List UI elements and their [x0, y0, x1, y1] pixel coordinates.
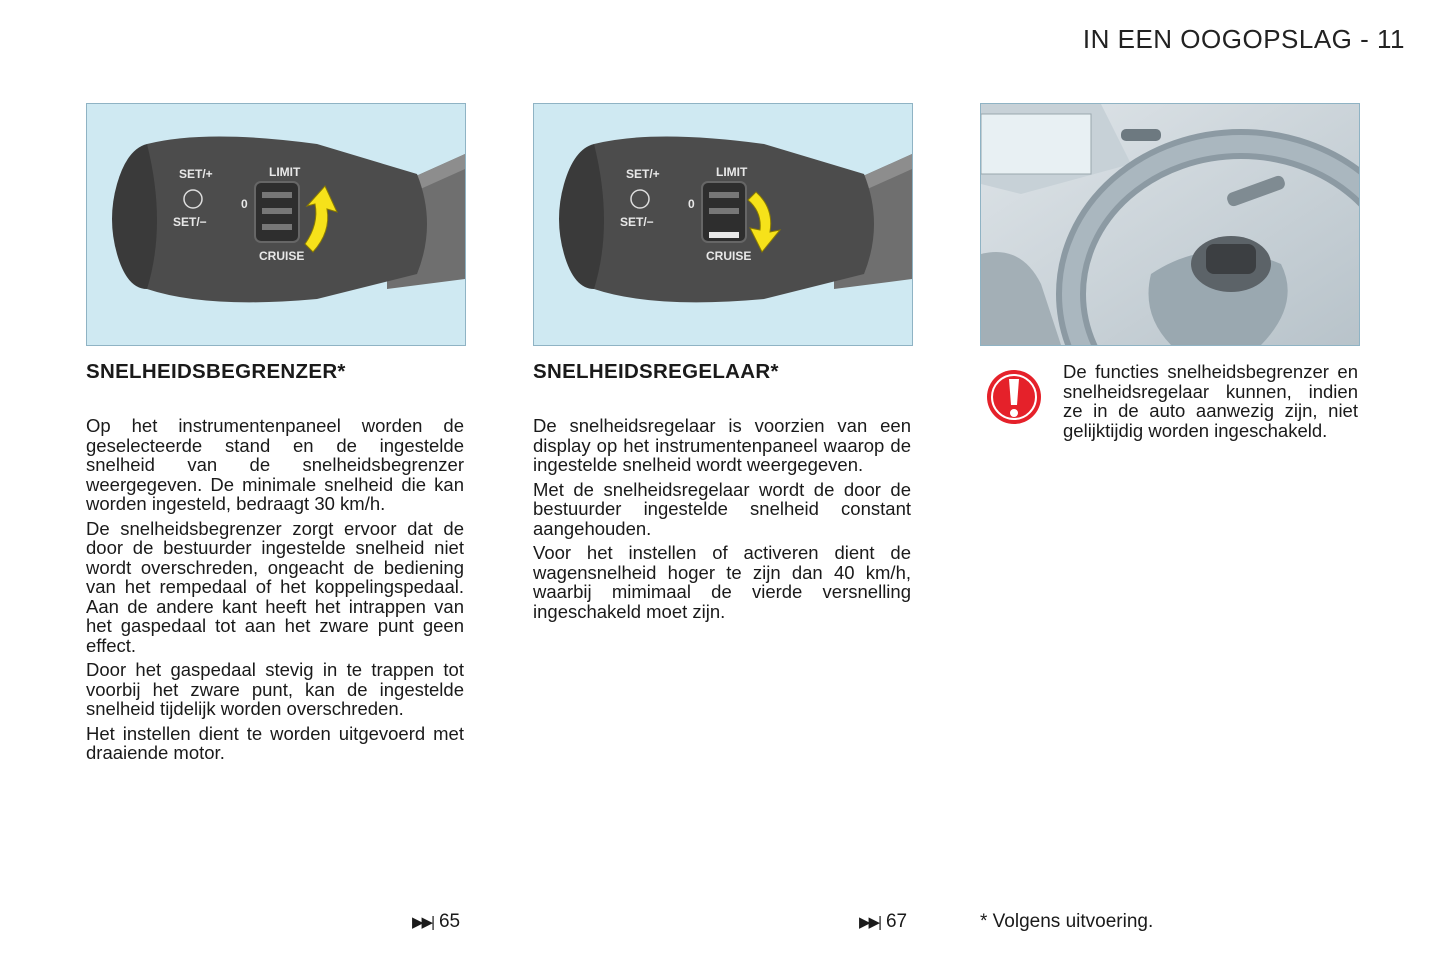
cruise-control-text — [533, 416, 911, 626]
warning-text: De functies snelheidsbegrenzer en snelheidsregelaar kunnen, indien ze in de auto aanwezig zijn, niet gelijktijdig worden ingeschakeld. — [1063, 361, 1358, 441]
limit-label: LIMIT — [716, 165, 748, 179]
page-reference-number: 65 — [438, 911, 461, 932]
cruise-control-stalk-illustration — [533, 103, 913, 346]
speed-limiter-heading: SNELHEIDSBEGRENZER* — [86, 360, 346, 383]
set-minus-label: SET/− — [173, 215, 207, 229]
paragraph: Door het gaspedaal stevig in te trappen tot voorbij het zware punt, kan de ingestelde snelheid tijdelijk worden overschreden. — [86, 659, 464, 719]
cruise-control-heading: SNELHEIDSREGELAAR* — [533, 360, 779, 383]
speed-limiter-text — [86, 416, 464, 768]
paragraph: Het instellen dient te worden uitgevoerd met draaiende motor. — [86, 722, 464, 763]
steering-wheel-illustration — [980, 103, 1360, 346]
set-plus-label: SET/+ — [179, 167, 213, 181]
paragraph: Voor het instellen of activeren dient de wagensnelheid hoger te zijn dan 40 km/h, waarbij mimimaal de vierde versnelling ingeschakeld moet zijn. — [533, 542, 911, 622]
page-header: IN EEN OOGOPSLAG - 11 — [1082, 24, 1405, 54]
footnote: * Volgens uitvoering. — [980, 911, 1154, 932]
limit-label: LIMIT — [269, 165, 301, 179]
paragraph: De snelheidsregelaar is voorzien van een display op het instrumentenpaneel waarop de ingestelde snelheid wordt weergegeven. — [533, 415, 911, 475]
set-plus-label: SET/+ — [626, 167, 660, 181]
page-reference[interactable] — [412, 911, 460, 933]
exclamation-icon — [986, 368, 1042, 426]
zero-label: 0 — [688, 197, 695, 211]
paragraph: De snelheidsbegrenzer zorgt ervoor dat de door de bestuurder ingestelde snelheid niet wordt overschreden, ongeacht de bediening van het rempedaal of het koppelingspedaal. Aan de andere kant heeft het intrappen van het gaspedaal tot aan het zware punt geen effect. — [86, 517, 464, 656]
page-reference-number: 67 — [885, 911, 908, 932]
fast-forward-icon: ▶▶| — [859, 914, 880, 931]
zero-label: 0 — [241, 197, 248, 211]
fast-forward-icon: ▶▶| — [412, 914, 433, 931]
paragraph: Met de snelheidsregelaar wordt de door de bestuurder ingestelde snelheid constant aangehouden. — [533, 478, 911, 539]
paragraph: Op het instrumentenpaneel worden de geselecteerde stand en de ingestelde snelheid van de snelheidsbegrenzer weergegeven. De minimale snelheid die kan worden ingesteld, bedraagt 30 km/h. — [86, 415, 464, 514]
page-reference[interactable] — [859, 911, 907, 933]
cruise-label: CRUISE — [259, 249, 305, 263]
speed-limiter-stalk-illustration — [86, 103, 466, 346]
set-minus-label: SET/− — [620, 215, 654, 229]
cruise-label: CRUISE — [706, 249, 752, 263]
